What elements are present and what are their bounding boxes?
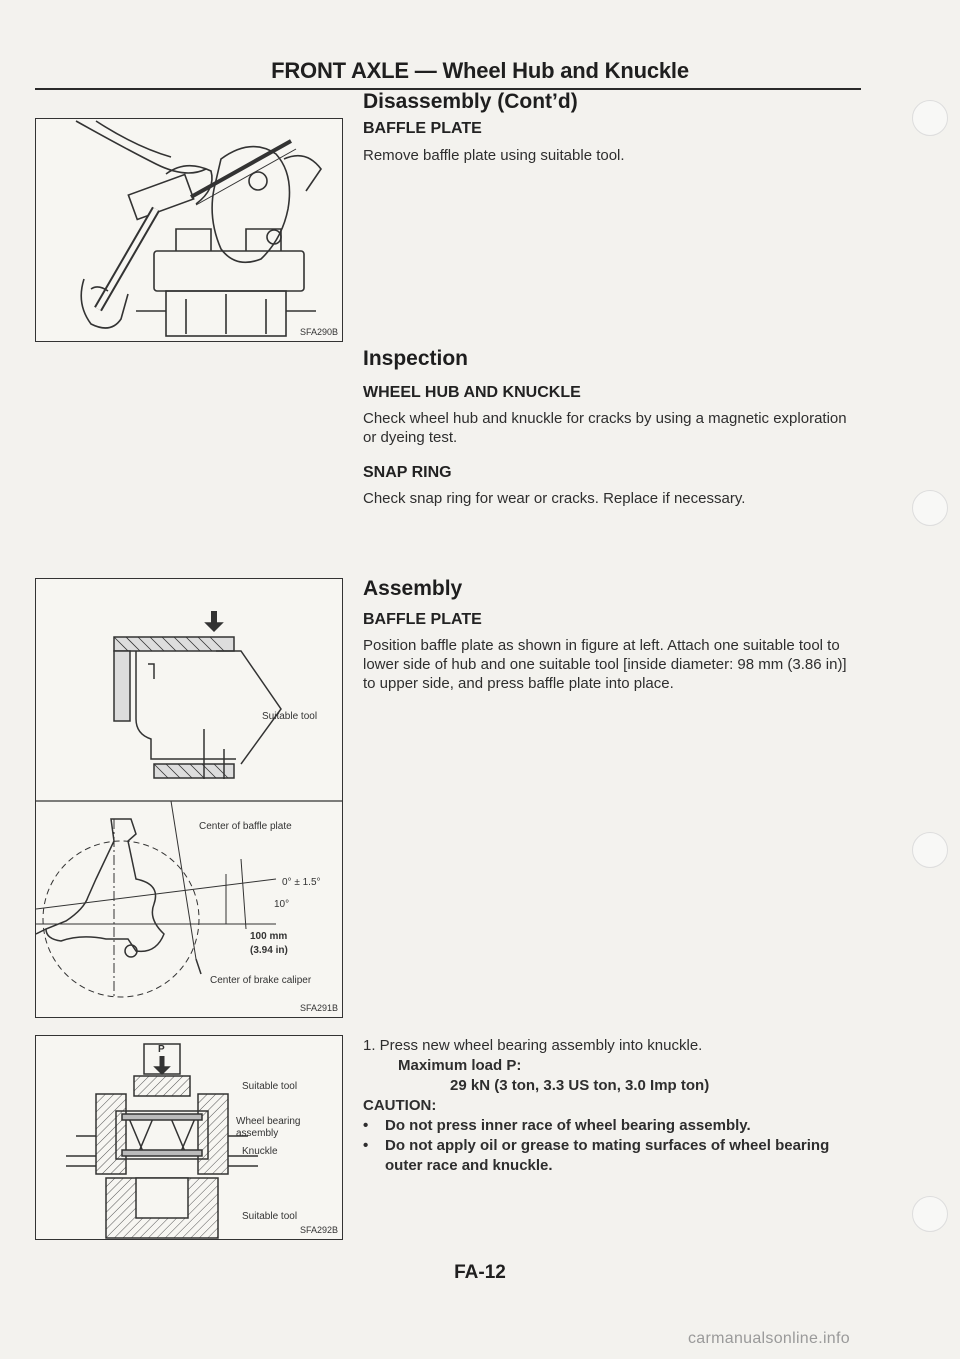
punch-hole xyxy=(912,1196,948,1232)
label-angle-tolerance: 0° ± 1.5° xyxy=(282,877,321,888)
inspection-snap-heading: SNAP RING xyxy=(363,464,452,481)
watermark: carmanualsonline.info xyxy=(688,1330,850,1347)
caution-label: CAUTION: xyxy=(363,1097,437,1114)
label-wheel-bearing: Wheel bearing xyxy=(236,1116,301,1127)
label-suitable-tool: Suitable tool xyxy=(262,711,318,722)
inspection-hub-heading: WHEEL HUB AND KNUCKLE xyxy=(363,384,581,401)
max-load-value: 29 kN (3 ton, 3.3 US ton, 3.0 Imp ton) xyxy=(450,1077,710,1094)
label-wheel-bearing-assembly: assembly xyxy=(236,1128,279,1139)
figure-baffle-removal xyxy=(35,118,343,342)
step-1: 1. Press new wheel bearing assembly into knuckle. xyxy=(363,1037,703,1054)
press-bearing-illustration xyxy=(36,1036,343,1240)
disassembly-title: Disassembly (Cont’d) xyxy=(363,90,578,113)
bullet: • xyxy=(363,1137,369,1154)
caution-1: • Do not press inner race of wheel bearing assembly. xyxy=(363,1117,751,1134)
figure-code: SFA290B xyxy=(299,327,338,337)
label-center-brake-caliper: Center of brake caliper xyxy=(210,975,312,986)
label-load-p: P xyxy=(158,1044,165,1055)
assembly-title: Assembly xyxy=(363,577,463,600)
figure-baffle-position xyxy=(35,578,343,1018)
label-suitable-tool-top: Suitable tool xyxy=(242,1081,298,1092)
label-distance: 100 mm xyxy=(250,931,288,942)
punch-hole xyxy=(912,490,948,526)
disassembly-baffle-text: Remove baffle plate using suitable tool. xyxy=(363,147,625,164)
baffle-removal-illustration xyxy=(36,119,343,342)
inspection-title: Inspection xyxy=(363,347,469,370)
punch-hole xyxy=(912,100,948,136)
inspection-hub-text: Check wheel hub and knuckle for cracks by using a magnetic exploration or dyeing test. xyxy=(363,410,847,446)
page-header: FRONT AXLE — Wheel Hub and Knuckle xyxy=(271,58,689,83)
bullet: • xyxy=(363,1117,369,1134)
figure-press-bearing xyxy=(35,1035,343,1240)
max-load-label: Maximum load P: xyxy=(398,1057,522,1074)
disassembly-baffle-heading: BAFFLE PLATE xyxy=(363,120,482,137)
assembly-baffle-text: Position baffle plate as shown in figure at left. Attach one suitable tool to lower side of hub and one suitable tool [inside diameter: 98 mm (3.86 in)] to upper side, and press baffle plate into place. xyxy=(363,637,847,692)
page-number: FA-12 xyxy=(454,1262,506,1283)
figure-code: SFA291B xyxy=(299,1003,338,1013)
figure-code: SFA292B xyxy=(299,1225,338,1235)
label-knuckle: Knuckle xyxy=(242,1146,278,1157)
caution-2: • Do not apply oil or grease to mating surfaces of wheel bearing outer race and knuckle. xyxy=(363,1137,830,1174)
inspection-snap-text: Check snap ring for wear or cracks. Replace if necessary. xyxy=(363,490,746,507)
baffle-position-illustration xyxy=(36,579,343,1018)
label-angle: 10° xyxy=(274,899,290,910)
label-suitable-tool-bottom: Suitable tool xyxy=(242,1211,298,1222)
label-center-baffle-plate: Center of baffle plate xyxy=(199,821,292,832)
assembly-baffle-heading: BAFFLE PLATE xyxy=(363,611,482,628)
punch-hole xyxy=(912,832,948,868)
label-distance-in: (3.94 in) xyxy=(250,945,288,956)
